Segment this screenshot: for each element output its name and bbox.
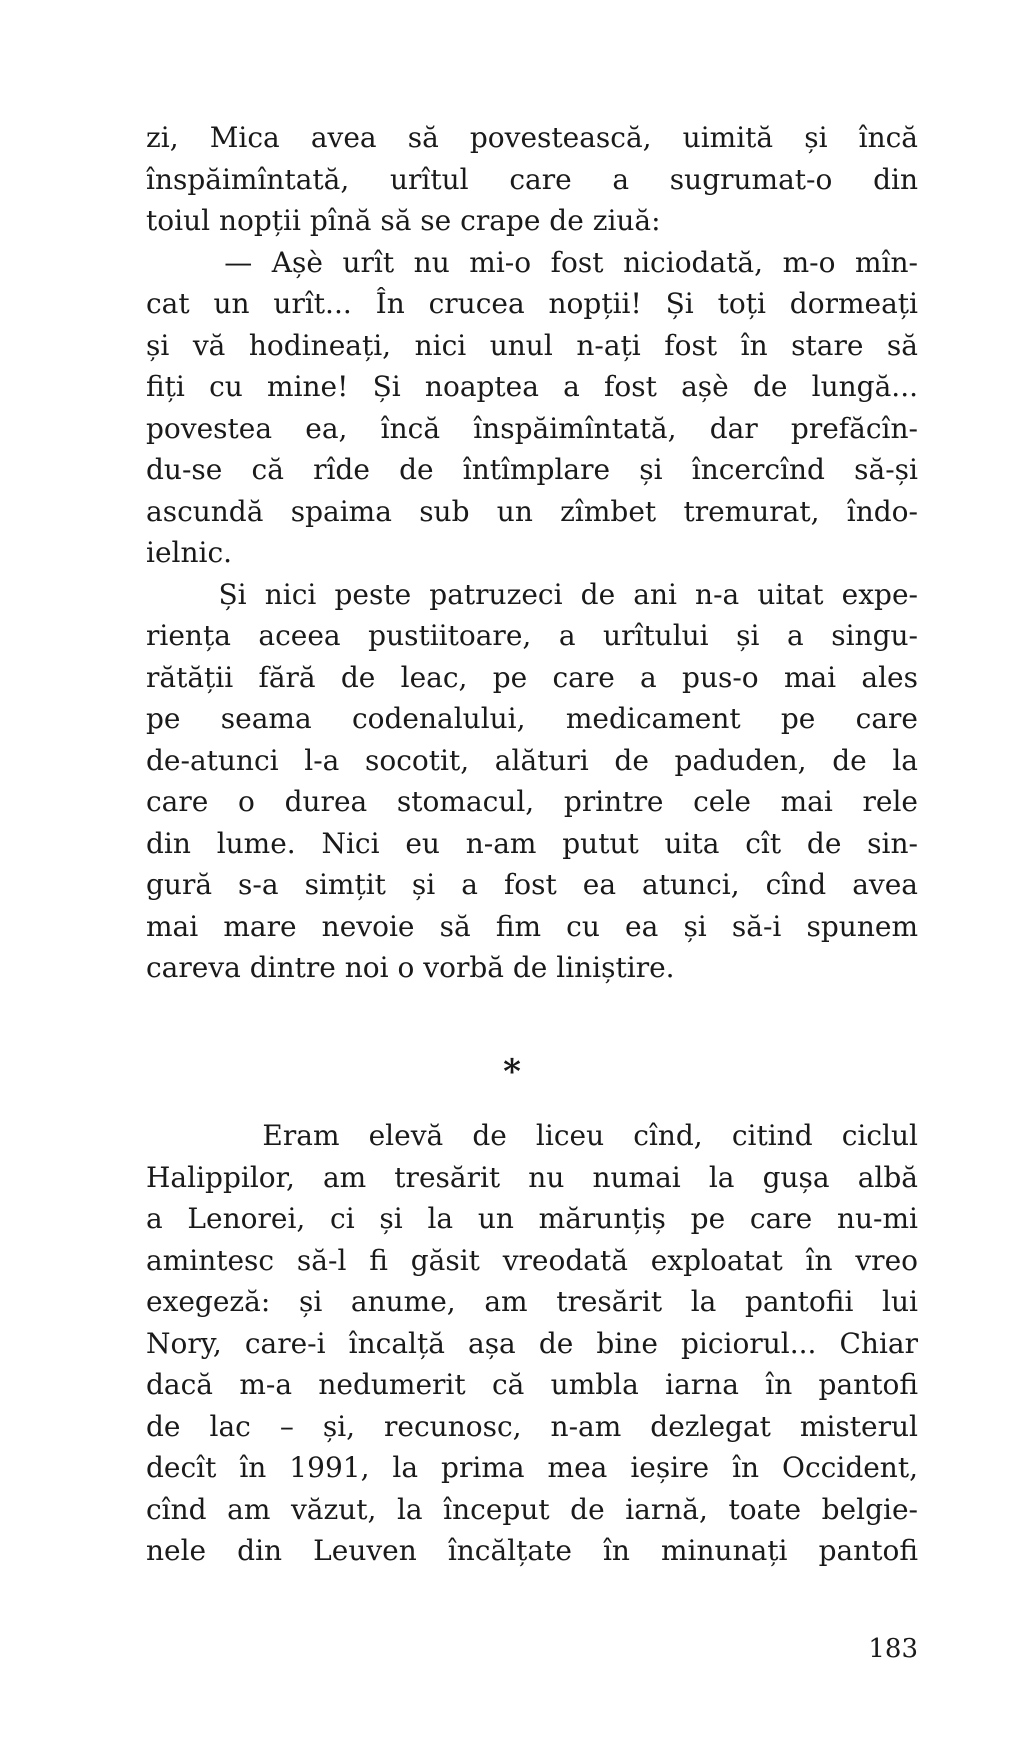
- text-section-1: [146, 117, 918, 989]
- text-line: povestea ea, încă înspăimîntată, dar prefăcîn-: [146, 411, 918, 445]
- section-separator: *: [503, 1052, 521, 1092]
- text-line: mai mare nevoie să fim cu ea și să-i spunem: [146, 909, 918, 943]
- text-line: Eram elevă de liceu cînd, citind ciclul: [146, 1119, 918, 1152]
- text-line: dacă m-a nedumerit că umbla iarna în pantofi: [146, 1368, 918, 1401]
- text-line: ielnic.: [146, 536, 233, 569]
- text-line: de-atunci l-a socotit, alături de paduden, de la: [146, 743, 918, 777]
- text-line: nele din Leuven încălțate în minunați pantofi: [146, 1534, 918, 1567]
- text-line: din lume. Nici eu n-am putut uita cît de sin-: [146, 826, 918, 860]
- text-line: a Lenorei, ci și la un mărunțiș pe care nu-mi: [146, 1202, 918, 1235]
- text-line: înspăimîntată, urîtul care a sugrumat-o din: [146, 162, 918, 196]
- text-line: rătății fără de leac, pe care a pus-o mai ales: [146, 660, 918, 694]
- text-line: fiți cu mine! Și noaptea a fost așè de lungă...: [146, 370, 918, 403]
- text-line: du-se că rîde de întîmplare și încercînd să-și: [146, 453, 918, 486]
- text-line: și vă hodineați, nici unul n-ați fost în stare să: [146, 328, 918, 362]
- text-line: de lac – și, recunosc, n-am dezlegat misterul: [146, 1409, 918, 1443]
- text-line: ascundă spaima sub un zîmbet tremurat, îndo-: [146, 494, 918, 528]
- text-line: — Așè urît nu mi-o fost niciodată, m-o mîn-: [146, 245, 918, 279]
- text-section-2: [146, 1115, 918, 1572]
- text-line: gură s-a simțit și a fost ea atunci, cînd avea: [146, 868, 918, 901]
- text-line: cînd am văzut, la început de iarnă, toate belgie-: [146, 1492, 918, 1526]
- text-line: amintesc să-l fi găsit vreodată exploatat în vreo: [146, 1243, 918, 1277]
- text-line: Halippilor, am tresărit nu numai la gușa albă: [146, 1160, 918, 1194]
- text-line: cat un urît... În crucea nopții! Și toți dormeați: [146, 287, 918, 320]
- text-line: careva dintre noi o vorbă de liniștire.: [146, 951, 675, 984]
- text-line: riența aceea pustiitoare, a urîtului și a singu-: [146, 619, 918, 652]
- text-line: zi, Mica avea să povestească, uimită și încă: [146, 121, 918, 154]
- page-number: 183: [868, 1634, 918, 1664]
- text-line: toiul nopții pînă să se crape de ziuă:: [146, 204, 661, 237]
- text-line: exegeză: și anume, am tresărit la pantofii lui: [146, 1285, 918, 1318]
- text-line: Nory, care-i încalță așa de bine piciorul... Chiar: [146, 1326, 918, 1360]
- text-line: care o durea stomacul, printre cele mai rele: [146, 785, 918, 818]
- text-line: decît în 1991, la prima mea ieșire în Occident,: [146, 1451, 918, 1484]
- text-line: pe seama codenalului, medicament pe care: [146, 702, 918, 735]
- text-line: Și nici peste patruzeci de ani n-a uitat expe-: [146, 577, 918, 611]
